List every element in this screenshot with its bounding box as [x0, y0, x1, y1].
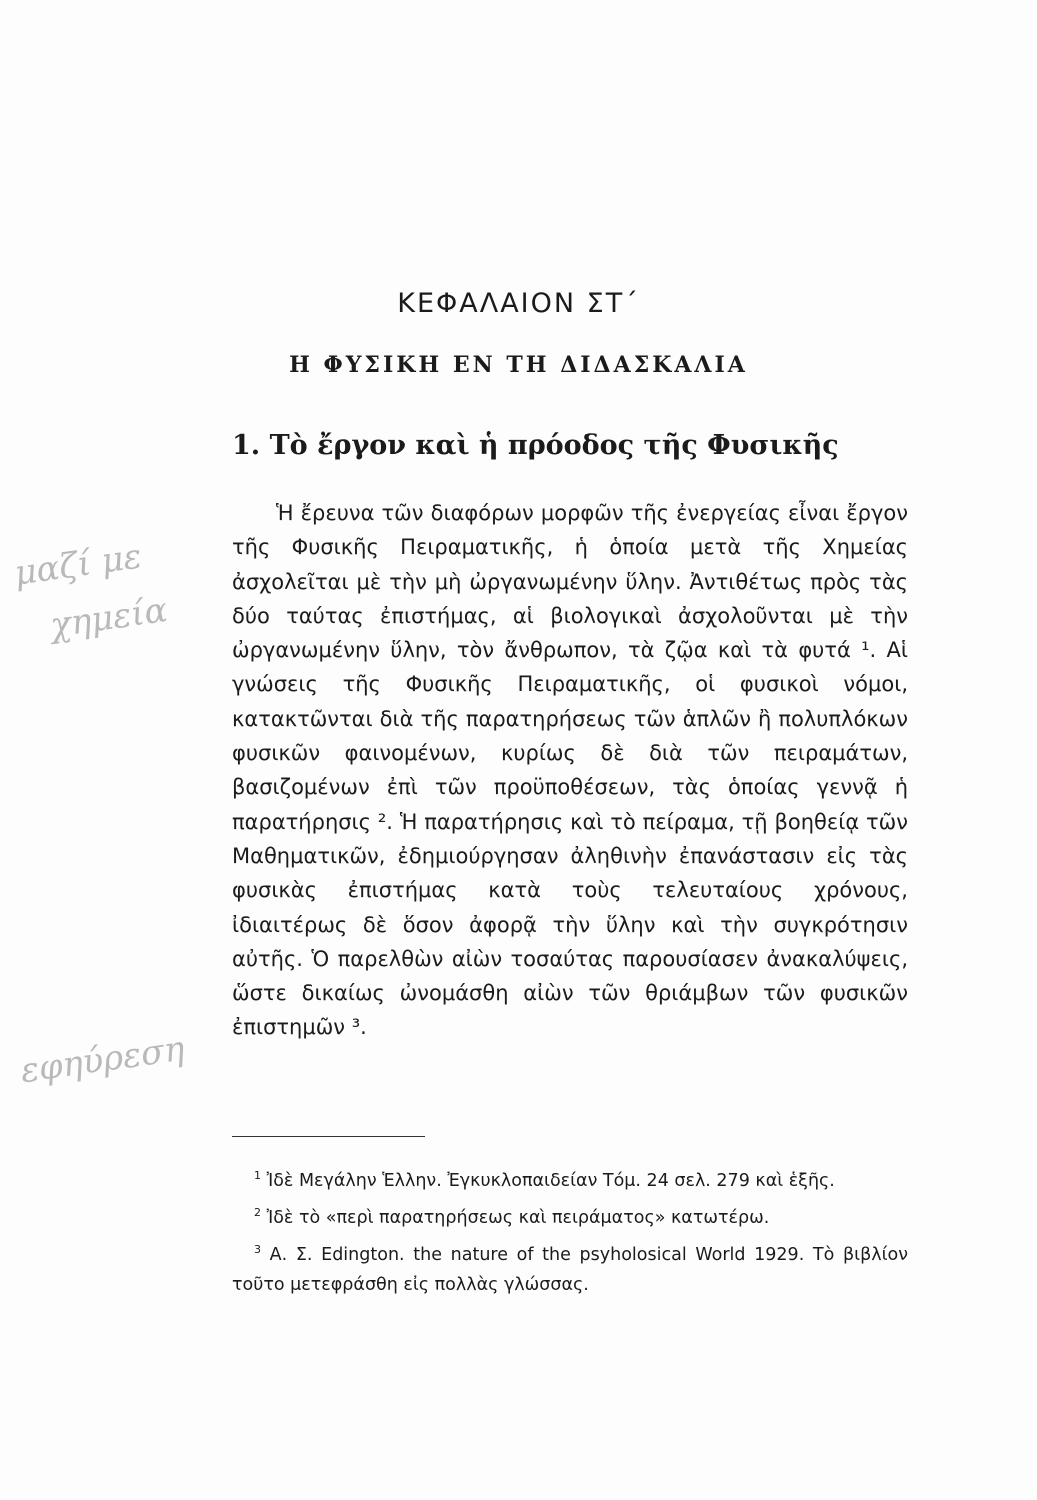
footnote-mark: 1 [254, 1169, 261, 1182]
footnote-2 [232, 1197, 908, 1234]
section-heading: 1. Τὸ ἔργον καὶ ἡ πρόοδος τῆς Φυσικῆς [232, 430, 839, 461]
footnote-text: Α. Σ. Edington. the nature of the psyholosical World 1929. Τὸ βιβλίον τοῦτο μετεφράσθη εἰς πολλὰς γλώσσας. [232, 1244, 908, 1296]
footnote-mark: 3 [254, 1242, 261, 1256]
body-text [232, 496, 908, 1045]
footnote-divider [232, 1136, 425, 1137]
chapter-number: ΚΕΦΑΛΑΙΟΝ ΣΤ΄ [397, 288, 640, 319]
margin-handwriting: χημεία [47, 590, 170, 646]
footnote-text: Ἰδὲ Μεγάλην Ἑλλην. Ἐγκυκλοπαιδείαν Τόμ. 24 σελ. 279 καὶ ἑξῆς. [266, 1170, 835, 1191]
footnote-3 [232, 1234, 908, 1302]
footnote-text: Ἰδὲ τὸ «περὶ παρατηρήσεως καὶ πειράματος» κατωτέρω. [266, 1207, 770, 1228]
footnote-mark: 2 [254, 1205, 261, 1219]
footnotes [232, 1160, 908, 1301]
body-paragraph: Ἡ ἔρευνα τῶν διαφόρων μορφῶν τῆς ἐνεργείας εἶναι ἔργον τῆς Φυσικῆς Πειραματικῆς, ἡ ὁποία μετὰ τῆς Χημείας ἀσχολεῖται μὲ τὴν μὴ ὠργανωμένην ὕλην. Ἀντιθέτως πρὸς τὰς δύο ταύτας ἐπιστήμας, αἱ βιολογικαὶ ἀσχολοῦνται μὲ τὴν ὠργανωμένην ὕλην, τὸν ἄνθρωπον, τὰ ζῷα καὶ τὰ φυτά ¹. Αἱ γνώσεις τῆς Φυσικῆς Πειραματικῆς, οἱ φυσικοὶ νόμοι, κατακτῶνται διὰ τῆς παρατηρήσεως τῶν ἁπλῶν ἢ πολυπλόκων φυσικῶν φαινομένων, κυρίως δὲ διὰ τῶν πειραμάτων, βασιζομένων ἐπὶ τῶν προϋποθέσεων, τὰς ὁποίας γεννᾷ ἡ παρατήρησις ². Ἡ παρατήρησις καὶ τὸ πείραμα, τῇ βοηθείᾳ τῶν Μαθηματικῶν, ἐδημιούργησαν ἀληθινὴν ἐπανάστασιν εἰς τὰς φυσικὰς ἐπιστήμας κατὰ τοὺς τελευταίους χρόνους, ἰδιαιτέρως δὲ ὅσον ἀφορᾷ τὴν ὕλην καὶ τὴν συγκρότησιν αὐτῆς. Ὁ παρελθὼν αἰὼν τοσαύτας παρουσίασεν ἀνακαλύψεις, ὥστε δικαίως ὠνομάσθη αἰὼν τῶν θριάμβων τῶν φυσικῶν ἐπιστημῶν ³. [232, 501, 908, 1040]
footnote-1 [232, 1160, 908, 1197]
margin-handwriting: μαζί με [11, 536, 145, 594]
chapter-title: Η ΦΥΣΙΚΗ ΕΝ ΤΗ ΔΙΔΑΣΚΑΛΙΑ [289, 352, 748, 378]
margin-handwriting: εφηύρεση [18, 1028, 187, 1092]
